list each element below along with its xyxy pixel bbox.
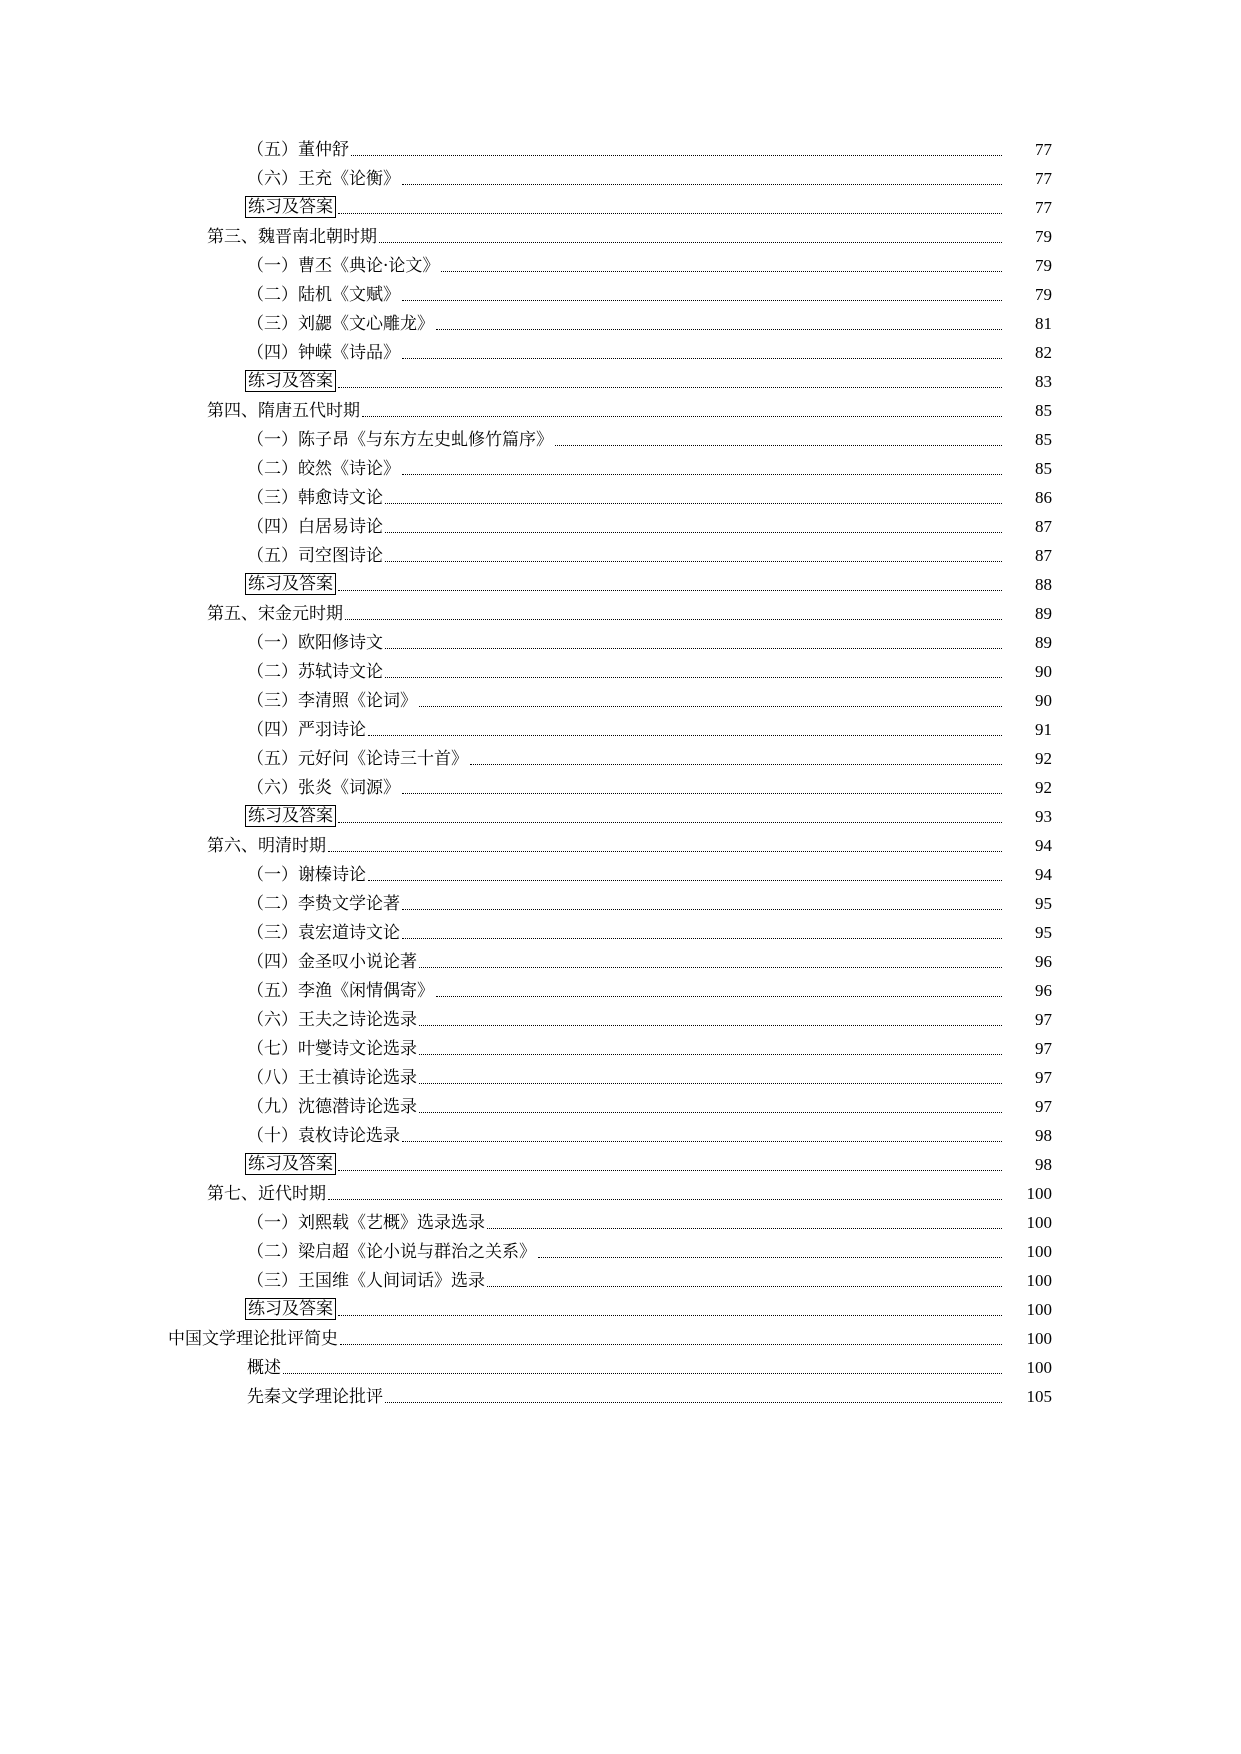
table-of-contents: [0, 135, 1101, 1411]
dot-leader: [368, 734, 1002, 736]
dot-leader: [328, 1198, 1002, 1200]
toc-entry-label: 第五、宋金元时期: [207, 604, 343, 624]
toc-page-number: 96: [1035, 981, 1052, 1000]
toc-chapter-row[interactable]: [0, 396, 1101, 425]
toc-page-number: 94: [1035, 836, 1052, 855]
toc-exercise-row[interactable]: [0, 802, 1101, 831]
toc-section-row[interactable]: [0, 309, 1101, 338]
toc-page-number: 82: [1035, 343, 1052, 362]
toc-section-row[interactable]: [0, 541, 1101, 570]
toc-exercise-label: 练习及答案: [245, 370, 336, 392]
toc-entry-label: 中国文学理论批评简史: [168, 1329, 338, 1349]
dot-leader: [338, 589, 1002, 591]
toc-page-number: 105: [1026, 1387, 1052, 1406]
toc-entry-label: （二）皎然《诗论》: [247, 459, 400, 479]
dot-leader: [338, 386, 1002, 388]
toc-page-number: 92: [1035, 778, 1052, 797]
toc-entry-label: （三）袁宏道诗文论: [247, 923, 400, 943]
toc-page-number: 86: [1035, 488, 1052, 507]
toc-chapter-row[interactable]: [0, 222, 1101, 251]
toc-entry-label: （一）欧阳修诗文: [247, 633, 383, 653]
toc-section-row[interactable]: [0, 1092, 1101, 1121]
dot-leader: [283, 1372, 1002, 1374]
toc-exercise-row[interactable]: [0, 367, 1101, 396]
toc-entry-label: （一）陈子昂《与东方左史虬修竹篇序》: [247, 430, 553, 450]
toc-exercise-label: 练习及答案: [245, 1153, 336, 1175]
dot-leader: [345, 618, 1002, 620]
toc-page-number: 85: [1035, 459, 1052, 478]
toc-exercise-row[interactable]: [0, 570, 1101, 599]
toc-section-row[interactable]: [0, 512, 1101, 541]
toc-entry-label: （一）刘熙载《艺概》选录选录: [247, 1213, 485, 1233]
dot-leader: [338, 212, 1002, 214]
toc-page-number: 89: [1035, 604, 1052, 623]
dot-leader: [385, 647, 1002, 649]
toc-section-row[interactable]: [0, 1121, 1101, 1150]
toc-page-number: 81: [1035, 314, 1052, 333]
toc-section-row[interactable]: [0, 628, 1101, 657]
toc-exercise-row[interactable]: [0, 193, 1101, 222]
toc-entry-label: （四）白居易诗论: [247, 517, 383, 537]
toc-entry-label: （三）刘勰《文心雕龙》: [247, 314, 434, 334]
dot-leader: [385, 1401, 1002, 1403]
toc-page-number: 93: [1035, 807, 1052, 826]
dot-leader: [402, 299, 1002, 301]
toc-section-row[interactable]: [0, 860, 1101, 889]
toc-part-row[interactable]: [0, 1324, 1101, 1353]
dot-leader: [402, 473, 1002, 475]
toc-entry-label: （四）严羽诗论: [247, 720, 366, 740]
toc-entry-label: 第七、近代时期: [207, 1184, 326, 1204]
toc-section-row[interactable]: [0, 1034, 1101, 1063]
toc-entry-label: 先秦文学理论批评: [247, 1387, 383, 1407]
dot-leader: [402, 357, 1002, 359]
toc-page-number: 83: [1035, 372, 1052, 391]
toc-section-row[interactable]: [0, 1063, 1101, 1092]
toc-page-number: 100: [1026, 1271, 1052, 1290]
toc-page-number: 100: [1026, 1242, 1052, 1261]
toc-page-number: 98: [1035, 1155, 1052, 1174]
dot-leader: [419, 1024, 1002, 1026]
toc-page-number: 100: [1026, 1329, 1052, 1348]
toc-section-row[interactable]: [0, 686, 1101, 715]
dot-leader: [385, 531, 1002, 533]
toc-section-row[interactable]: [0, 947, 1101, 976]
toc-page-number: 100: [1026, 1300, 1052, 1319]
dot-leader: [538, 1256, 1002, 1258]
toc-section-row[interactable]: [0, 744, 1101, 773]
toc-page-number: 90: [1035, 662, 1052, 681]
toc-entry-label: （二）李贽文学论著: [247, 894, 400, 914]
dot-leader: [385, 676, 1002, 678]
toc-entry-label: （四）金圣叹小说论著: [247, 952, 417, 972]
toc-entry-label: （七）叶燮诗文论选录: [247, 1039, 417, 1059]
toc-page-number: 79: [1035, 256, 1052, 275]
toc-page-number: 79: [1035, 285, 1052, 304]
toc-entry-label: （三）李清照《论词》: [247, 691, 417, 711]
toc-section-row[interactable]: [0, 1237, 1101, 1266]
toc-exercise-row[interactable]: [0, 1295, 1101, 1324]
toc-section-row[interactable]: [0, 976, 1101, 1005]
toc-chapter-row[interactable]: [0, 831, 1101, 860]
toc-section-row[interactable]: [0, 715, 1101, 744]
toc-page-number: 87: [1035, 546, 1052, 565]
toc-exercise-label: 练习及答案: [245, 805, 336, 827]
dot-leader: [402, 937, 1002, 939]
toc-page-number: 77: [1035, 140, 1052, 159]
toc-page-number: 85: [1035, 401, 1052, 420]
toc-entry-label: （一）谢榛诗论: [247, 865, 366, 885]
toc-page-number: 89: [1035, 633, 1052, 652]
toc-section-row[interactable]: [0, 1005, 1101, 1034]
dot-leader: [487, 1285, 1002, 1287]
toc-page-number: 92: [1035, 749, 1052, 768]
toc-section-row[interactable]: [0, 135, 1101, 164]
toc-page-number: 90: [1035, 691, 1052, 710]
dot-leader: [362, 415, 1002, 417]
toc-entry-label: （六）张炎《词源》: [247, 778, 400, 798]
toc-section-row[interactable]: [0, 889, 1101, 918]
toc-entry-label: 第四、隋唐五代时期: [207, 401, 360, 421]
dot-leader: [555, 444, 1002, 446]
toc-entry-label: （五）司空图诗论: [247, 546, 383, 566]
toc-exercise-label: 练习及答案: [245, 573, 336, 595]
dot-leader: [419, 705, 1002, 707]
toc-page-number: 77: [1035, 169, 1052, 188]
dot-leader: [419, 1082, 1002, 1084]
toc-entry-label: 第六、明清时期: [207, 836, 326, 856]
toc-entry-label: （六）王充《论衡》: [247, 169, 400, 189]
dot-leader: [351, 154, 1002, 156]
toc-entry-label: （五）董仲舒: [247, 140, 349, 160]
dot-leader: [385, 560, 1002, 562]
toc-chapter-row[interactable]: [0, 599, 1101, 628]
toc-entry-label: （二）陆机《文赋》: [247, 285, 400, 305]
dot-leader: [368, 879, 1002, 881]
dot-leader: [419, 966, 1002, 968]
toc-page-number: 97: [1035, 1039, 1052, 1058]
dot-leader: [436, 328, 1002, 330]
toc-section-row[interactable]: [0, 1208, 1101, 1237]
dot-leader: [402, 792, 1002, 794]
toc-entry-label: 概述: [247, 1358, 281, 1378]
dot-leader: [419, 1111, 1002, 1113]
toc-section-row[interactable]: [0, 280, 1101, 309]
toc-page-number: 97: [1035, 1068, 1052, 1087]
toc-section-row[interactable]: [0, 918, 1101, 947]
toc-entry-label: （三）韩愈诗文论: [247, 488, 383, 508]
toc-page-number: 85: [1035, 430, 1052, 449]
toc-entry-label: （六）王夫之诗论选录: [247, 1010, 417, 1030]
toc-section-row[interactable]: [0, 454, 1101, 483]
dot-leader: [402, 1140, 1002, 1142]
dot-leader: [338, 1314, 1002, 1316]
toc-page-number: 91: [1035, 720, 1052, 739]
toc-exercise-row[interactable]: [0, 1150, 1101, 1179]
toc-exercise-label: 练习及答案: [245, 1298, 336, 1320]
toc-page-number: 95: [1035, 894, 1052, 913]
toc-page-number: 100: [1026, 1184, 1052, 1203]
toc-page-number: 79: [1035, 227, 1052, 246]
toc-page-number: 88: [1035, 575, 1052, 594]
dot-leader: [328, 850, 1002, 852]
toc-page-number: 87: [1035, 517, 1052, 536]
toc-entry-label: 第三、魏晋南北朝时期: [207, 227, 377, 247]
dot-leader: [487, 1227, 1002, 1229]
toc-page-number: 95: [1035, 923, 1052, 942]
toc-section-row[interactable]: [0, 1382, 1101, 1411]
dot-leader: [385, 502, 1002, 504]
toc-entry-label: （八）王士禛诗论选录: [247, 1068, 417, 1088]
toc-entry-label: （五）元好问《论诗三十首》: [247, 749, 468, 769]
dot-leader: [419, 1053, 1002, 1055]
toc-section-row[interactable]: [0, 657, 1101, 686]
dot-leader: [402, 908, 1002, 910]
toc-section-row[interactable]: [0, 425, 1101, 454]
dot-leader: [470, 763, 1002, 765]
dot-leader: [436, 995, 1002, 997]
toc-page-number: 77: [1035, 198, 1052, 217]
dot-leader: [402, 183, 1002, 185]
toc-entry-label: （五）李渔《闲情偶寄》: [247, 981, 434, 1001]
toc-page-number: 100: [1026, 1358, 1052, 1377]
toc-page-number: 97: [1035, 1097, 1052, 1116]
toc-section-row[interactable]: [0, 338, 1101, 367]
toc-section-row[interactable]: [0, 483, 1101, 512]
toc-section-row[interactable]: [0, 164, 1101, 193]
toc-entry-label: （二）苏轼诗文论: [247, 662, 383, 682]
toc-page-number: 94: [1035, 865, 1052, 884]
toc-section-row[interactable]: [0, 1353, 1101, 1382]
toc-entry-label: （三）王国维《人间词话》选录: [247, 1271, 485, 1291]
toc-entry-label: （九）沈德潜诗论选录: [247, 1097, 417, 1117]
toc-section-row[interactable]: [0, 773, 1101, 802]
toc-section-row[interactable]: [0, 251, 1101, 280]
dot-leader: [379, 241, 1002, 243]
toc-page-number: 100: [1026, 1213, 1052, 1232]
toc-page-number: 97: [1035, 1010, 1052, 1029]
toc-entry-label: （二）梁启超《论小说与群治之关系》: [247, 1242, 536, 1262]
toc-section-row[interactable]: [0, 1266, 1101, 1295]
toc-chapter-row[interactable]: [0, 1179, 1101, 1208]
dot-leader: [338, 821, 1002, 823]
dot-leader: [441, 270, 1002, 272]
toc-entry-label: （四）钟嵘《诗品》: [247, 343, 400, 363]
toc-page-number: 98: [1035, 1126, 1052, 1145]
dot-leader: [340, 1343, 1002, 1345]
toc-page-number: 96: [1035, 952, 1052, 971]
toc-entry-label: （十）袁枚诗论选录: [247, 1126, 400, 1146]
toc-entry-label: （一）曹丕《典论·论文》: [247, 256, 440, 276]
dot-leader: [338, 1169, 1002, 1171]
toc-exercise-label: 练习及答案: [245, 196, 336, 218]
